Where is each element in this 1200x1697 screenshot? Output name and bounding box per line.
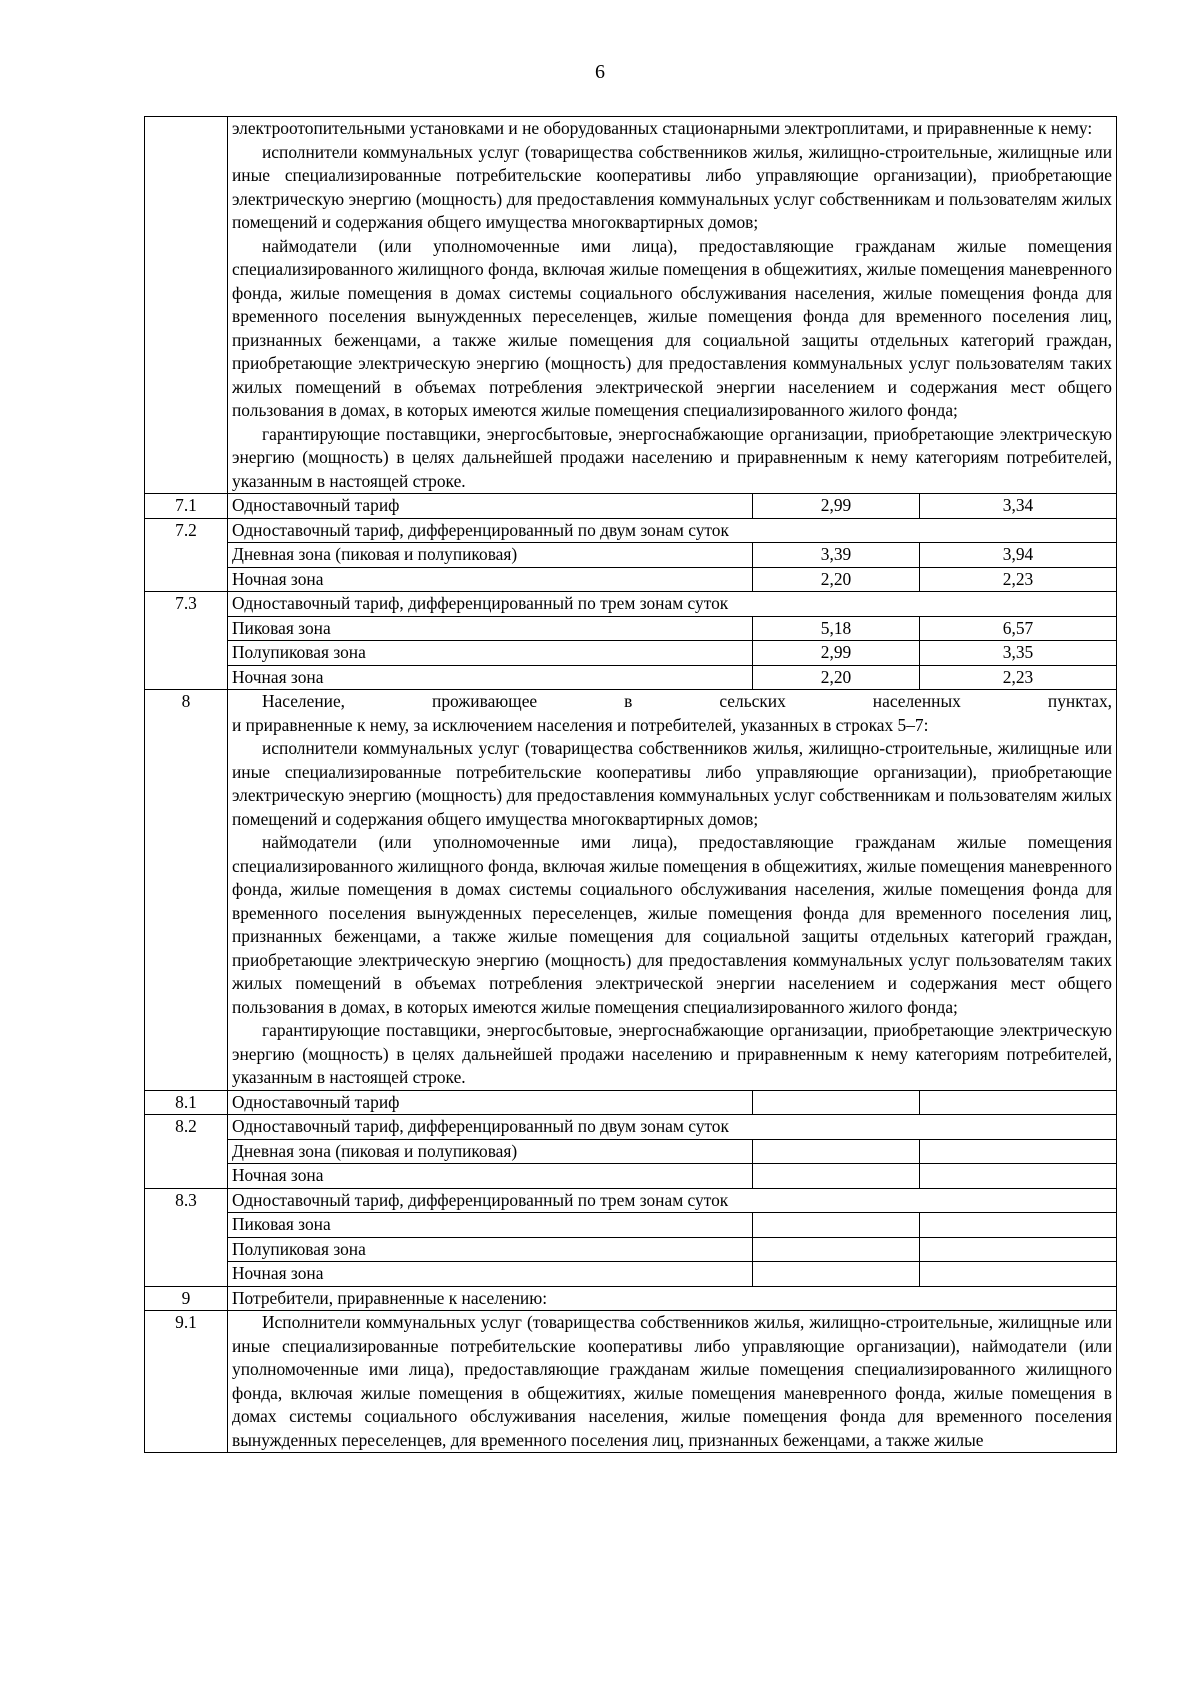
zone-label: Ночная зона (228, 1262, 753, 1287)
tariff-label: Одноставочный тариф (228, 1090, 753, 1115)
tariff-value-1: 2,99 (753, 641, 920, 666)
table-row-8-3 (145, 1188, 1117, 1213)
zone-label: Пиковая зона (228, 616, 753, 641)
tariff-value-1 (753, 1090, 920, 1115)
tariff-value-2: 3,34 (920, 494, 1117, 519)
tariff-value-2 (920, 1139, 1117, 1164)
table-row-7-2-day (145, 543, 1117, 568)
row-number: 7.3 (145, 592, 228, 690)
row-number: 8.2 (145, 1115, 228, 1189)
zone-label: Дневная зона (пиковая и полупиковая) (228, 1139, 753, 1164)
row-number: 7.2 (145, 518, 228, 592)
row-number: 8 (145, 690, 228, 1091)
zone-label: Полупиковая зона (228, 1237, 753, 1262)
table-row-8-2-day (145, 1139, 1117, 1164)
description-paragraph: гарантирующие поставщики, энергосбытовые, энергоснабжающие организации, приобретающие электрическую энергию (мощность) в целях дальнейшей продажи населению и приравненным к нему категориям потребителей, указанным в настоящей строке. (232, 1020, 1112, 1087)
description-paragraph: наймодатели (или уполномоченные ими лица), предоставляющие гражданам жилые помещения специализированного жилищного фонда, включая жилые помещения в общежитиях, жилые помещения маневренного фонда, жилые помещения в домах системы социального обслуживания населения, жилые помещения фонда для временного поселения вынужденных переселенцев, жилые помещения фонда для временного поселения лиц, признанных беженцами, а также жилые помещения для социальной защиты отдельных категорий граждан, приобретающие электрическую энергию (мощность) для предоставления коммунальных услуг пользователям таких жилых помещений в объемах потребления электрической энергии населением и содержания мест общего пользования в домах, в которых имеются жилые помещения специализированного жилого фонда; (232, 832, 1112, 1017)
table-row-8-1 (145, 1090, 1117, 1115)
zone-label: Пиковая зона (228, 1213, 753, 1238)
row-description (228, 690, 1117, 1091)
zone-label: Ночная зона (228, 567, 753, 592)
row-number: 9.1 (145, 1311, 228, 1453)
page-number: 6 (595, 61, 605, 83)
table-row-7-3-night (145, 665, 1117, 690)
tariff-value-1: 3,39 (753, 543, 920, 568)
row-description (228, 117, 1117, 494)
zone-label: Ночная зона (228, 1164, 753, 1189)
description-paragraph: Исполнители коммунальных услуг (товарищества собственников жилья, жилищно-строительные, жилищные или иные специализированные потребительские кооперативы либо управляющие организации), наймодатели (или уполномоченные ими лица), предоставляющие гражданам жилые помещения специализированного жилищного фонда, включая жилые помещения в общежитиях, жилые помещения маневренного фонда, жилые помещения в домах системы социального обслуживания населения, жилые помещения фонда для временного поселения вынужденных переселенцев, для временного поселения лиц, признанных беженцами, а также жилые (232, 1312, 1112, 1450)
tariff-table (144, 116, 1117, 1453)
row-description (228, 1311, 1117, 1453)
tariff-value-2 (920, 1213, 1117, 1238)
tariff-value-2 (920, 1262, 1117, 1287)
table-row-7-3-peak (145, 616, 1117, 641)
tariff-value-2 (920, 1090, 1117, 1115)
tariff-label: Одноставочный тариф, дифференцированный по двум зонам суток (228, 518, 1117, 543)
description-lead: электроотопительными установками и не оборудованных стационарными электроплитами, и приравненные к нему: (232, 118, 1093, 138)
description-lead: Население, проживающее в сельских населенных пунктах, (262, 691, 1112, 711)
tariff-label: Одноставочный тариф, дифференцированный по трем зонам суток (228, 592, 1117, 617)
description-paragraph: исполнители коммунальных услуг (товарищества собственников жилья, жилищно-строительные, жилищные или иные специализированные потребительские кооперативы либо управляющие организации), приобретающие электрическую энергию (мощность) для предоставления коммунальных услуг собственникам и пользователям жилых помещений и содержания общего имущества многоквартирных домов; (232, 141, 1112, 232)
tariff-value-2: 3,94 (920, 543, 1117, 568)
tariff-label: Одноставочный тариф (228, 494, 753, 519)
description-paragraph: наймодатели (или уполномоченные ими лица), предоставляющие гражданам жилые помещения специализированного жилищного фонда, включая жилые помещения в общежитиях, жилые помещения маневренного фонда, жилые помещения в домах системы социального обслуживания населения, жилые помещения фонда для временного поселения вынужденных переселенцев, жилые помещения фонда для временного поселения лиц, признанных беженцами, а также жилые помещения для социальной защиты отдельных категорий граждан, приобретающие электрическую энергию (мощность) для предоставления коммунальных услуг пользователям таких жилых помещений в объемах потребления электрической энергии населением и содержания мест общего пользования в домах, в которых имеются жилые помещения специализированного жилого фонда; (232, 235, 1112, 420)
tariff-label: Одноставочный тариф, дифференцированный по двум зонам суток (228, 1115, 1117, 1140)
description-paragraph: исполнители коммунальных услуг (товарищества собственников жилья, жилищно-строительные, жилищные или иные специализированные потребительские кооперативы либо управляющие организации), приобретающие электрическую энергию (мощность) для предоставления коммунальных услуг собственникам и пользователям жилых помещений и содержания общего имущества многоквартирных домов; (232, 738, 1112, 829)
table-row-8-3-night (145, 1262, 1117, 1287)
tariff-value-2: 3,35 (920, 641, 1117, 666)
tariff-value-2 (920, 1237, 1117, 1262)
table-row-9 (145, 1286, 1117, 1311)
tariff-value-1: 2,20 (753, 567, 920, 592)
tariff-value-2 (920, 1164, 1117, 1189)
tariff-label: Потребители, приравненные к населению: (228, 1286, 1117, 1311)
tariff-value-1: 2,99 (753, 494, 920, 519)
table-row-7-3-half-peak (145, 641, 1117, 666)
description-paragraph: гарантирующие поставщики, энергосбытовые, энергоснабжающие организации, приобретающие электрическую энергию (мощность) в целях дальнейшей продажи населению и приравненным к нему категориям потребителей, указанным в настоящей строке. (232, 423, 1112, 491)
row-number-cell (145, 117, 228, 494)
zone-label: Полупиковая зона (228, 641, 753, 666)
table-row-7-2-night (145, 567, 1117, 592)
table-row-8-3-peak (145, 1213, 1117, 1238)
description-lead-continued: и приравненные к нему, за исключением населения и потребителей, указанных в строках 5–7: (232, 714, 929, 735)
table-row-7-continued (145, 117, 1117, 494)
row-number: 8.1 (145, 1090, 228, 1115)
zone-label: Дневная зона (пиковая и полупиковая) (228, 543, 753, 568)
tariff-value-1: 5,18 (753, 616, 920, 641)
tariff-value-1 (753, 1237, 920, 1262)
tariff-value-1 (753, 1139, 920, 1164)
tariff-value-1 (753, 1164, 920, 1189)
tariff-value-1: 2,20 (753, 665, 920, 690)
tariff-value-1 (753, 1262, 920, 1287)
row-number: 9 (145, 1286, 228, 1311)
table-row-8-3-half-peak (145, 1237, 1117, 1262)
table-row-7-2 (145, 518, 1117, 543)
tariff-value-2: 6,57 (920, 616, 1117, 641)
table-row-8-2-night (145, 1164, 1117, 1189)
table-row-8-2 (145, 1115, 1117, 1140)
table-row-7-3 (145, 592, 1117, 617)
table-row-7-1 (145, 494, 1117, 519)
row-number: 8.3 (145, 1188, 228, 1286)
tariff-value-1 (753, 1213, 920, 1238)
row-number: 7.1 (145, 494, 228, 519)
tariff-value-2: 2,23 (920, 665, 1117, 690)
table-row-8 (145, 690, 1117, 1091)
tariff-value-2: 2,23 (920, 567, 1117, 592)
zone-label: Ночная зона (228, 665, 753, 690)
table-row-9-1 (145, 1311, 1117, 1453)
tariff-label: Одноставочный тариф, дифференцированный по трем зонам суток (228, 1188, 1117, 1213)
